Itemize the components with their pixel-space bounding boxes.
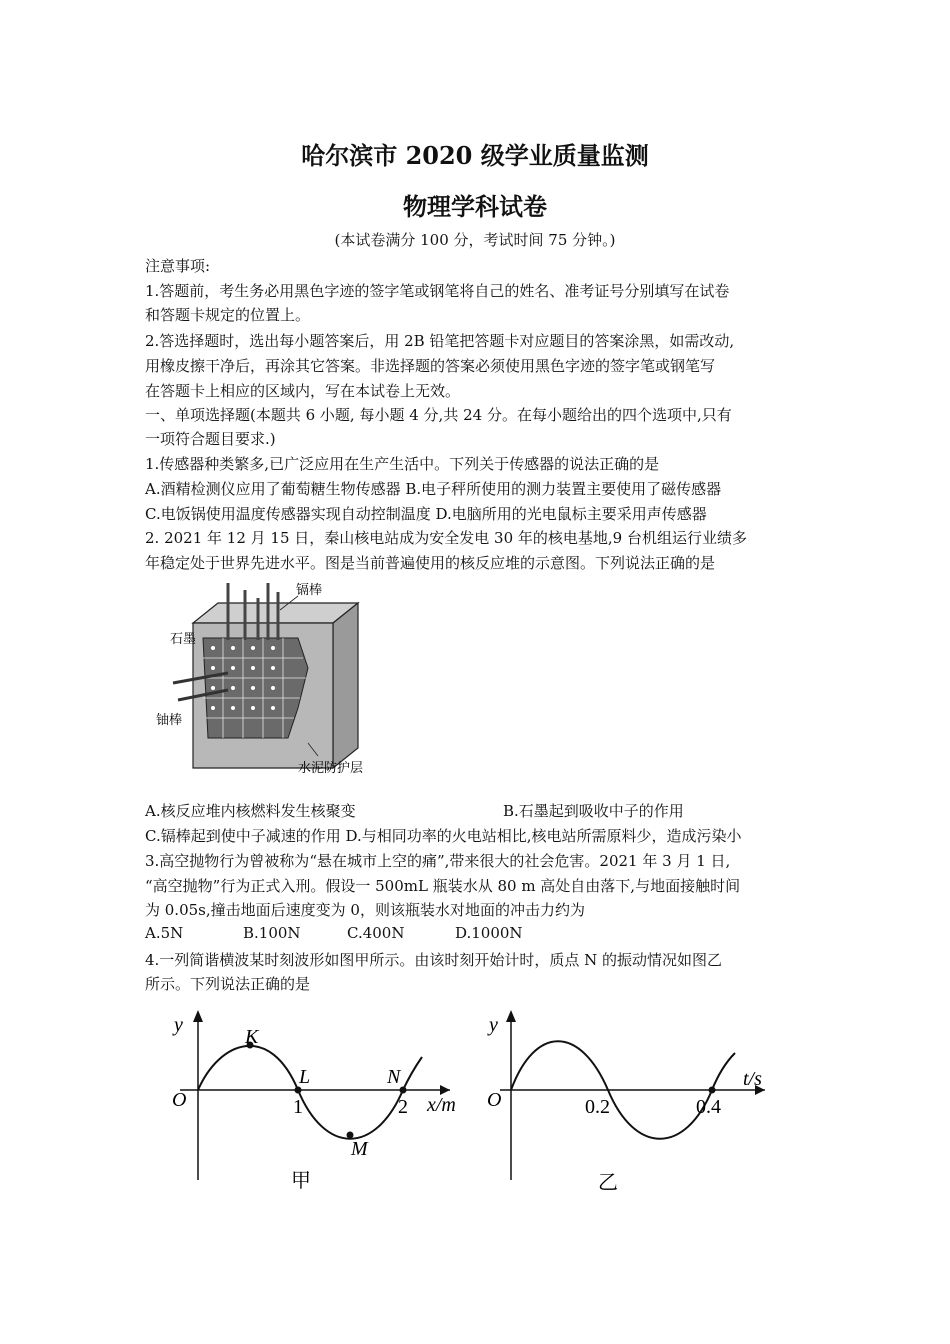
point-n bbox=[400, 1087, 407, 1094]
q3-option-b: B.100N bbox=[243, 924, 301, 942]
y-axis-label: y bbox=[489, 1014, 498, 1036]
q3-stem-cont: “高空抛物”行为正式入刑。假设一 500mL 瓶装水从 80 m 高处自由落下,与地面接触时间 bbox=[145, 877, 741, 895]
q1-stem: 1.传感器种类繁多,已广泛应用在生产生活中。下列关于传感器的说法正确的是 bbox=[145, 455, 660, 473]
q2-option-b: B.石墨起到吸收中子的作用 bbox=[503, 802, 684, 820]
q3-option-d: D.1000N bbox=[455, 924, 523, 942]
origin-label: O bbox=[172, 1089, 187, 1111]
q2-stem: 2. 2021 年 12 月 15 日，秦山核电站成为安全发电 30 年的核电基地,9 台机组运行业绩多 bbox=[145, 529, 747, 547]
instruction-line: 用橡皮擦干净后，再涂其它答案。非选择题的答案必须使用黑色字迹的签字笔或钢笔写 bbox=[145, 357, 716, 375]
exam-note: (本试卷满分 100 分，考试时间 75 分钟。) bbox=[334, 231, 616, 249]
reactor-figure bbox=[148, 578, 383, 778]
exam-subtitle: 物理学科试卷 bbox=[403, 192, 547, 221]
k-label: K bbox=[245, 1026, 259, 1048]
exam-title: 哈尔滨市 2020 级学业质量监测 bbox=[301, 141, 649, 170]
x-axis-label: x/m bbox=[427, 1094, 456, 1116]
m-label: M bbox=[351, 1138, 368, 1160]
wave-graph-b bbox=[480, 1005, 790, 1205]
q2-options-cd: C.镉棒起到使中子减速的作用 D.与相同功率的火电站相比,核电站所需原料少，造成污染小 bbox=[145, 827, 742, 845]
instructions-heading: 注意事项: bbox=[145, 257, 211, 275]
origin-label: O bbox=[487, 1089, 502, 1111]
tick-2: 2 bbox=[398, 1096, 408, 1118]
caption-b: 乙 bbox=[598, 1172, 618, 1194]
rod-label: 镉棒 bbox=[296, 582, 323, 597]
q4-stem: 4.一列简谐横波某时刻波形如图甲所示。由该时刻开始计时，质点 N 的振动情况如图乙 bbox=[145, 951, 722, 969]
wave-graph-a bbox=[160, 1005, 470, 1205]
caption-a: 甲 bbox=[291, 1170, 311, 1192]
instruction-line: 在答题卡上相应的区域内，写在本试卷上无效。 bbox=[145, 382, 461, 400]
uranium-label: 铀棒 bbox=[156, 712, 183, 727]
tick-0-4: 0.4 bbox=[696, 1096, 721, 1118]
q2-option-a: A.核反应堆内核燃料发生核聚变 bbox=[145, 802, 356, 820]
tick-0-2: 0.2 bbox=[585, 1096, 610, 1118]
section-heading: 一、单项选择题(本题共 6 小题, 每小题 4 分,共 24 分。在每小题给出的四个选项中,只有 bbox=[145, 406, 732, 424]
q1-options-ab: A.酒精检测仪应用了葡萄糖生物传感器 B.电子秤所使用的测力装置主要使用了磁传感器 bbox=[145, 480, 722, 498]
instruction-line: 1.答题前，考生务必用黑色字迹的签字笔或钢笔将自己的姓名、准考证号分别填写在试卷 bbox=[145, 282, 730, 300]
t-axis-label: t/s bbox=[743, 1068, 762, 1090]
q3-option-a: A.5N bbox=[145, 924, 184, 942]
y-axis-label: y bbox=[174, 1014, 183, 1036]
instruction-line: 2.答选择题时，选出每小题答案后，用 2B 铅笔把答题卡对应题目的答案涂黑，如需改动, bbox=[145, 332, 735, 350]
instruction-line: 和答题卡规定的位置上。 bbox=[145, 306, 311, 324]
cement-label: 水泥防护层 bbox=[298, 760, 364, 775]
q1-options-cd: C.电饭锅使用温度传感器实现自动控制温度 D.电脑所用的光电鼠标主要采用声传感器 bbox=[145, 505, 707, 523]
q3-stem: 3.高空抛物行为曾被称为“悬在城市上空的痛”,带来很大的社会危害。2021 年 3 月 1 日, bbox=[145, 852, 731, 870]
q3-stem-cont: 为 0.05s,撞击地面后速度变为 0，则该瓶装水对地面的冲击力约为 bbox=[145, 901, 585, 919]
graphite-label: 石墨 bbox=[170, 631, 197, 646]
section-heading-cont: 一项符合题目要求.) bbox=[145, 430, 276, 448]
point-n-time bbox=[709, 1087, 716, 1094]
tick-1: 1 bbox=[293, 1096, 303, 1118]
n-label: N bbox=[387, 1066, 401, 1088]
l-label: L bbox=[299, 1066, 311, 1088]
q2-stem-cont: 年稳定处于世界先进水平。图是当前普遍使用的核反应堆的示意图。下列说法正确的是 bbox=[145, 554, 716, 572]
q3-option-c: C.400N bbox=[347, 924, 405, 942]
q4-stem-cont: 所示。下列说法正确的是 bbox=[145, 975, 311, 993]
